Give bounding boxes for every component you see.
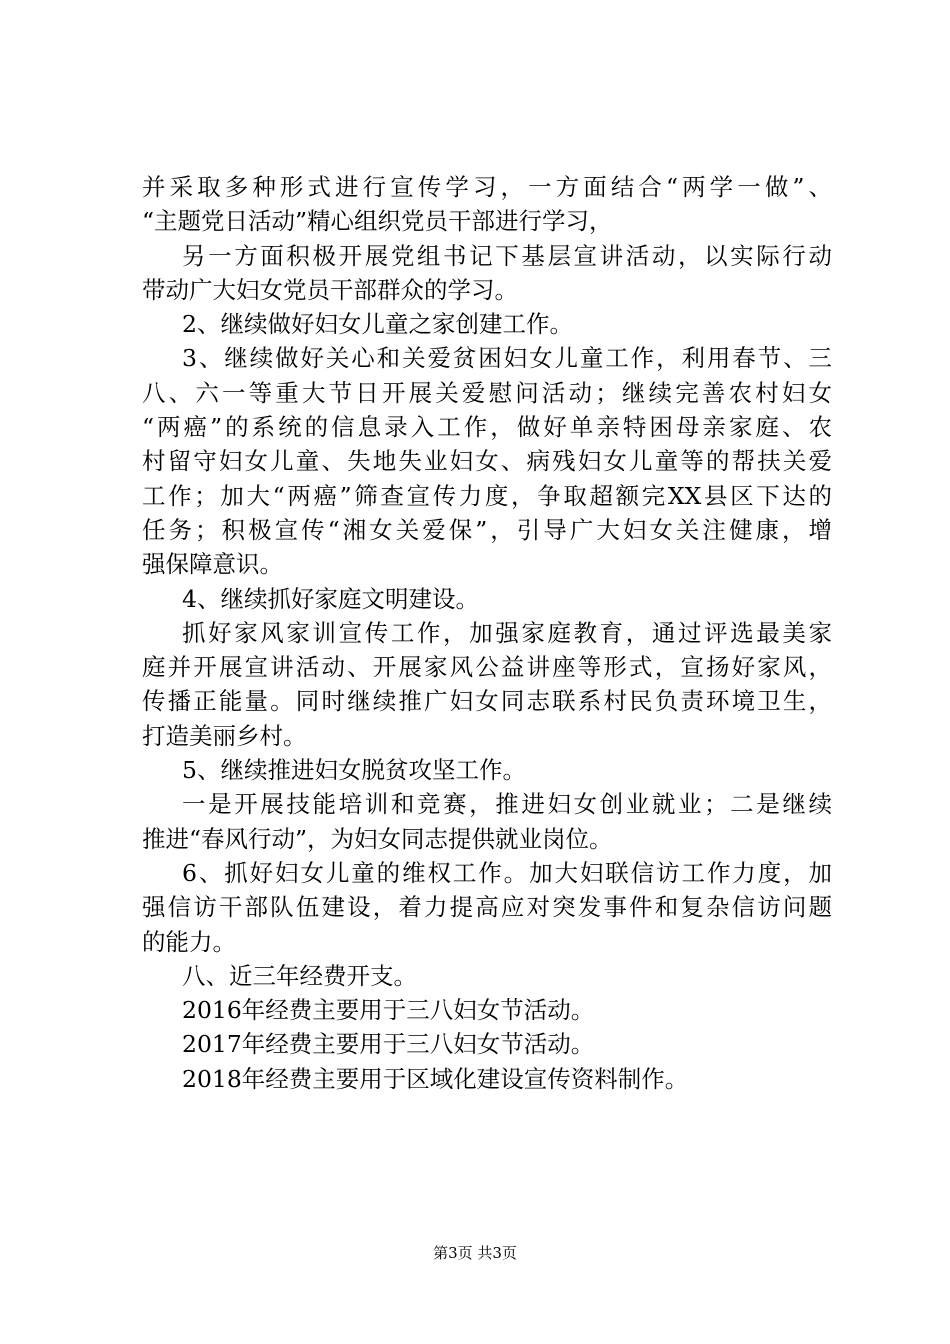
paragraph-line: 村留守妇女儿童、失地失业妇女、病残妇女儿童等的帮扶关爱 bbox=[142, 447, 832, 476]
paragraph-line: 工作；加大“两癌”筛查宣传力度，争取超额完XX县区下达的 bbox=[142, 481, 832, 510]
page-footer: 第3页 共3页 bbox=[433, 1244, 517, 1262]
paragraph-line: “主题党日活动”精心组织党员干部进行学习， bbox=[142, 207, 613, 236]
paragraph-line: 强信访干部队伍建设，着力提高应对突发事件和复杂信访问题 bbox=[142, 893, 832, 922]
paragraph-line: 另一方面积极开展党组书记下基层宣讲活动，以实际行动 bbox=[182, 241, 832, 270]
paragraph-line: 2、继续做好妇女儿童之家创建工作。 bbox=[182, 310, 573, 339]
paragraph-line: 抓好家风家训宣传工作，加强家庭教育，通过评选最美家 bbox=[182, 618, 832, 647]
paragraph-line: 打造美丽乡村。 bbox=[142, 721, 307, 750]
paragraph-line: 并采取多种形式进行宣传学习，一方面结合“两学一做”、 bbox=[142, 173, 832, 201]
document-body bbox=[142, 170, 832, 1096]
paragraph-line: 2017年经费主要用于三八妇女节活动。 bbox=[182, 1030, 595, 1059]
paragraph-line: 4、继续抓好家庭文明建设。 bbox=[182, 584, 479, 613]
paragraph-line: 2016年经费主要用于三八妇女节活动。 bbox=[182, 996, 595, 1025]
paragraph-line: 的能力。 bbox=[142, 927, 236, 956]
paragraph-line: 6、抓好妇女儿童的维权工作。加大妇联信访工作力度，加 bbox=[182, 858, 832, 887]
paragraph-line: 强保障意识。 bbox=[142, 550, 283, 579]
paragraph-line: 推进“春风行动”，为妇女同志提供就业岗位。 bbox=[142, 824, 613, 853]
paragraph-line: 带动广大妇女党员干部群众的学习。 bbox=[142, 275, 518, 304]
paragraph-line: “两癌”的系统的信息录入工作，做好单亲特困母亲家庭、农 bbox=[142, 413, 832, 442]
paragraph-line: 5、继续推进妇女脱贫攻坚工作。 bbox=[182, 756, 526, 785]
paragraph-line: 任务；积极宣传“湘女关爱保”，引导广大妇女关注健康，增 bbox=[142, 515, 832, 544]
paragraph-line: 一是开展技能培训和竞赛，推进妇女创业就业；二是继续 bbox=[182, 790, 832, 819]
paragraph-line: 传播正能量。同时继续推广妇女同志联系村民负责环境卫生， bbox=[142, 687, 832, 716]
paragraph-line: 庭并开展宣讲活动、开展家风公益讲座等形式，宣扬好家风， bbox=[142, 653, 832, 682]
paragraph-line: 八、六一等重大节日开展关爱慰问活动；继续完善农村妇女 bbox=[142, 378, 832, 407]
paragraph-line: 3、继续做好关心和关爱贫困妇女儿童工作，利用春节、三 bbox=[182, 344, 832, 373]
paragraph-line: 2018年经费主要用于区域化建设宣传资料制作。 bbox=[182, 1064, 689, 1093]
paragraph-line: 八、近三年经费开支。 bbox=[182, 961, 417, 990]
